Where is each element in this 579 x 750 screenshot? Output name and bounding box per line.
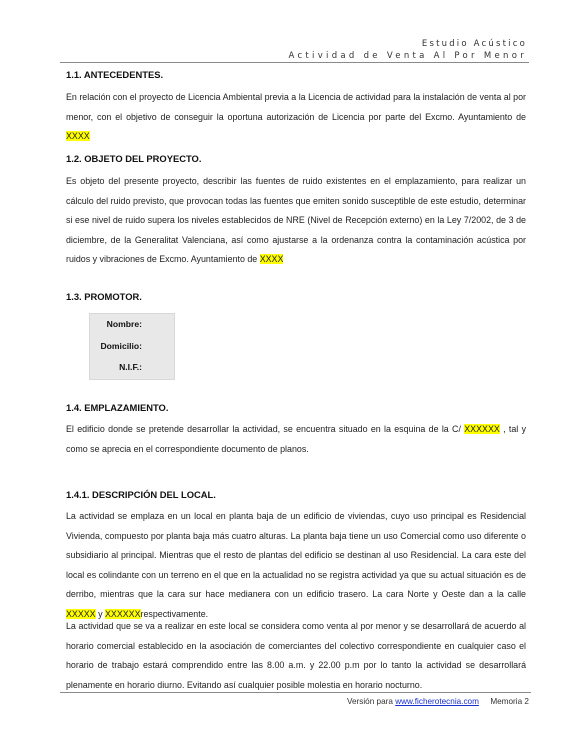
placeholder-street-north: XXXXX (66, 608, 96, 619)
heading-emplazamiento: 1.4. EMPLAZAMIENTO. (66, 402, 169, 413)
heading-descripcion: 1.4.1. DESCRIPCIÓN DEL LOCAL. (66, 489, 216, 500)
footer-prefix: Versión para (346, 697, 393, 706)
paragraph-objeto (66, 172, 526, 270)
paragraph-descripcion-1 (66, 507, 526, 625)
paragraph-emplazamiento (66, 420, 526, 459)
footer-divider (60, 692, 531, 693)
page-header (288, 38, 527, 62)
descripcion-text-a: La actividad se emplaza en un local en planta baja de un edificio de viviendas, cuyo uso principal es Residencial Vivienda, compuesto por planta baja más cuatro alturas. La planta baja tiene un uso Comercial como uso diferente o subsidiario al principal. Mientras que el resto de plantas del edificio se destinan al uso Residencial. La cara este del local es colindante con un terreno en el que en la actualidad no se registra actividad ya que su actual situación es de derribo, mientras que la cara sur hace medianera con un edificio trasero. La cara Norte y Oeste dan a la calle (66, 511, 526, 600)
paragraph-antecedentes (66, 88, 526, 147)
promotor-table (89, 313, 175, 380)
heading-antecedentes: 1.1. ANTECEDENTES. (66, 69, 164, 80)
emplazamiento-text-b: , tal y como se aprecia en el correspondiente documento de planos. (66, 424, 527, 454)
promotor-nif-label: N.I.F.: (119, 362, 142, 372)
heading-objeto: 1.2. OBJETO DEL PROYECTO. (66, 153, 202, 164)
header-subtitle: Actividad de Venta Al Por Menor (288, 51, 527, 61)
antecedentes-text: En relación con el proyecto de Licencia Ambiental previa a la Licencia de actividad para la instalación de venta al por menor, con el objetivo de conseguir la oportuna autorización de Licencia por parte del Excmo. Ayuntamiento de (66, 92, 526, 122)
paragraph-descripcion-2: La actividad que se va a realizar en este local se considera como venta al por menor y se desarrollará de acuerdo al horario comercial establecido en la asociación de comerciantes del colectivo correspondiente en cualquier caso el horario de trabajo estará comprendido entre las 8.00 a.m. y 22.00 p.m por lo tanto la actividad se desarrollará plenamente en horario diurno. Evitando así cualquier posible molestia en horario nocturno. (66, 621, 526, 690)
promotor-name-label: Nombre: (106, 319, 142, 329)
placeholder-ayuntamiento: XXXX (66, 131, 90, 142)
page-footer (347, 697, 529, 706)
header-title: Estudio Acústico (421, 39, 527, 49)
descripcion-text-c: respectivamente. (140, 608, 209, 619)
promotor-address-label: Domicilio: (100, 341, 142, 351)
emplazamiento-text-a: El edificio donde se pretende desarrollar la actividad, se encuentra situado en la esquina de la C/ (66, 424, 461, 434)
heading-promotor: 1.3. PROMOTOR. (66, 291, 142, 302)
footer-page-number: Memoria 2 (490, 697, 529, 706)
descripcion-text-b: y (98, 608, 103, 619)
placeholder-street-west: XXXXXX (104, 608, 141, 619)
footer-link[interactable]: www.ficherotecnia.com (395, 697, 479, 706)
header-divider (60, 62, 529, 63)
placeholder-street: XXXXXX (464, 424, 500, 434)
objeto-text: Es objeto del presente proyecto, describir las fuentes de ruido existentes en el emplazamiento, para realizar un cálculo del ruido previsto, que provocan todas las fuentes que emiten sonido susceptible de este estudio, determinar si ese nivel de ruido supera los niveles establecidos de NRE (Nivel de Recepción externo) en la Ley 7/2002, de 3 de diciembre, de la Generalitat Valenciana, así como ajustarse a la ordenanza contra la contaminación acústica por ruidos y vibraciones de Excmo. Ayuntamiento de (66, 176, 526, 265)
placeholder-ayuntamiento-2: XXXX (259, 254, 284, 265)
